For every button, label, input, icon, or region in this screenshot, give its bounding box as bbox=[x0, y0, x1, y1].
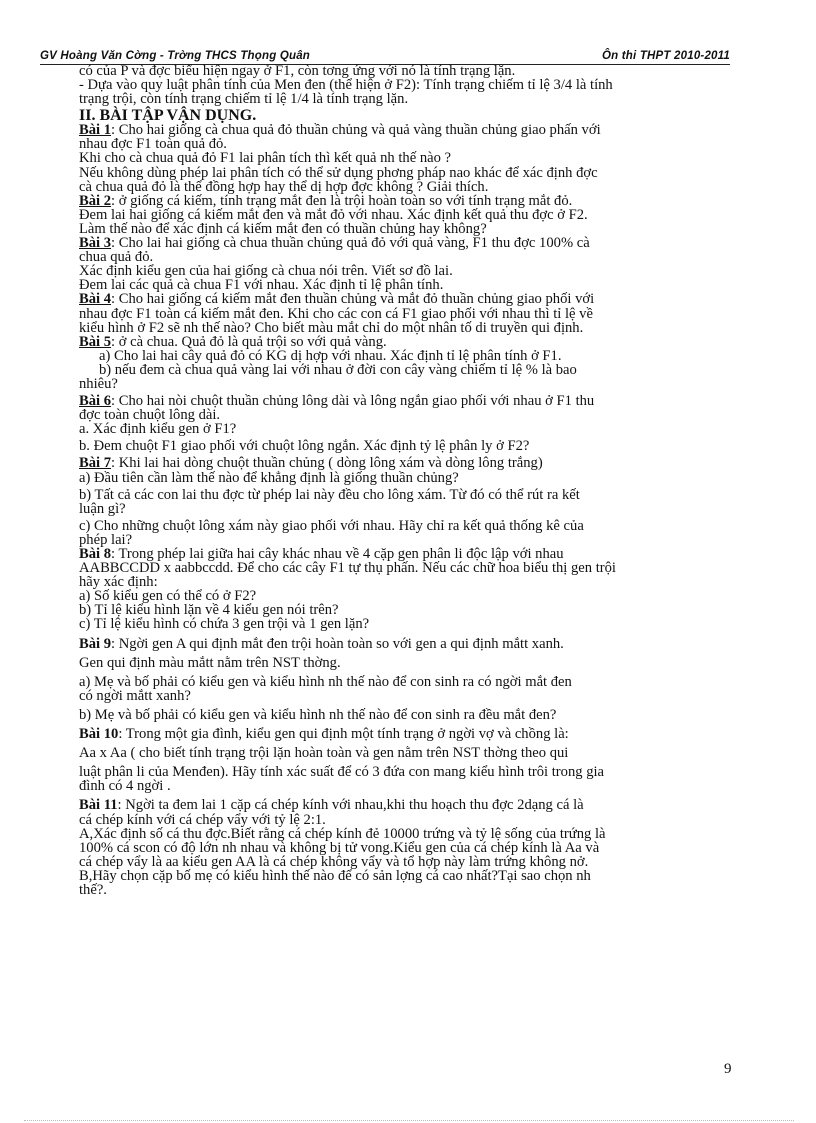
text-line bbox=[79, 519, 779, 533]
text-line bbox=[79, 321, 779, 335]
exercise-label: Bài 1 bbox=[79, 122, 112, 139]
exercise-label: Bài 4 bbox=[79, 291, 112, 308]
line-text: hãy xác định: bbox=[79, 574, 158, 591]
exercise-line bbox=[79, 123, 779, 137]
line-text: 100% cá scon có độ lớn nh nhau và không bị tử vong.Kiểu gen của cá chép kính là Aa và bbox=[79, 839, 600, 856]
line-text: nhiêu? bbox=[79, 375, 118, 392]
line-text: Đem lai hai giống cá kiếm mắt đen và mắt đỏ với nhau. Xác định kết quả thu đợc ở F2. bbox=[79, 206, 588, 223]
text-line bbox=[79, 377, 779, 391]
page-number: 9 bbox=[724, 1061, 732, 1077]
header-course: Ôn thi THPT 2010-2011 bbox=[602, 50, 730, 62]
line-text: a) Đầu tiên cần làm thế nào để khẳng định là giống thuần chủng? bbox=[79, 469, 459, 486]
header-author: GV Hoàng Văn Cờng - Trờng THCS Thọng Quân bbox=[40, 50, 311, 62]
line-text: Làm thế nào để xác định cá kiếm mắt đen có thuần chủng hay không? bbox=[79, 220, 487, 237]
line-text: Nếu không dùng phép lai phân tích có thể sử dụng phơng pháp nao khác để xác định đợc bbox=[79, 164, 598, 181]
line-text: có ngời mắtt xanh? bbox=[79, 687, 191, 704]
text-line bbox=[79, 180, 779, 194]
text-line bbox=[79, 471, 779, 485]
text-line bbox=[79, 603, 779, 617]
text-line bbox=[79, 363, 779, 377]
exercise-label: Bài 11 bbox=[79, 797, 118, 814]
line-text: : Cho hai giống cá kiếm mắt đen thuần chủng và mắt đỏ thuần chủng giao phối với bbox=[111, 291, 595, 308]
exercise-line bbox=[79, 335, 779, 349]
text-line bbox=[79, 855, 779, 869]
text-line bbox=[79, 137, 779, 151]
text-line bbox=[79, 408, 779, 422]
text-line bbox=[79, 208, 779, 222]
text-line bbox=[79, 617, 779, 631]
text-line bbox=[79, 561, 779, 575]
line-text: Gen qui định màu mắtt nằm trên NST thờng. bbox=[79, 654, 341, 671]
text-line bbox=[79, 765, 779, 779]
exercise-label: Bài 7 bbox=[79, 455, 112, 472]
text-line bbox=[79, 827, 779, 841]
text-line bbox=[79, 675, 779, 689]
text-line bbox=[79, 264, 779, 278]
exercise-line bbox=[79, 394, 779, 408]
line-text: chua quả đỏ. bbox=[79, 249, 154, 266]
exercise-line bbox=[79, 727, 779, 741]
line-text: Aa x Aa ( cho biết tính trạng trội lặn hoàn toàn và gen nằm trên NST thờng theo qui bbox=[79, 745, 569, 762]
line-text: kiểu hình ở F2 sẽ nh thế nào? Cho biết màu mắt chỉ do một nhân tố di truyền qui định. bbox=[79, 319, 584, 336]
exercise-label: Bài 5 bbox=[79, 333, 112, 350]
line-text: : Ngời ta đem lai 1 cặp cá chép kính với nhau,khi thu hoạch thu đợc 2dạng cá là bbox=[117, 797, 584, 814]
line-text: thế?. bbox=[79, 881, 107, 898]
line-text: : Cho hai nòi chuột thuần chủng lông dài và lông ngắn giao phối với nhau ở F1 thu bbox=[111, 393, 595, 410]
exercise-line bbox=[79, 637, 779, 651]
exercise-label: Bài 9 bbox=[79, 635, 112, 652]
exercise-label: Bài 3 bbox=[79, 235, 112, 252]
line-text: trạng trội, còn tính trạng chiếm tỉ lệ 1/4 là tính trạng lặn. bbox=[79, 91, 409, 108]
text-line bbox=[79, 151, 779, 165]
text-line bbox=[79, 708, 779, 722]
text-line bbox=[79, 813, 779, 827]
text-line bbox=[79, 869, 779, 883]
line-text: cá chép vẩy là aa kiểu gen AA là cá chép không vẩy và tổ hợp này làm trứng không nở. bbox=[79, 853, 589, 870]
line-text: b) Tỉ lệ kiểu hình lặn về 4 kiểu gen nói trên? bbox=[79, 602, 339, 619]
line-text: có của P và đợc biểu hiện ngay ở F1, còn tơng ứng với nó là tính trạng lặn. bbox=[79, 63, 516, 79]
line-text: Đem lai các quả cà chua F1 với nhau. Xác định tỉ lệ phân tính. bbox=[79, 277, 444, 294]
document-body bbox=[79, 64, 779, 897]
line-text: cá chép kính với cá chép vẩy với tỷ lệ 2:1. bbox=[79, 811, 326, 828]
line-text: đình có 4 ngời . bbox=[79, 778, 171, 795]
exercise-line bbox=[79, 798, 779, 812]
line-text: b. Đem chuột F1 giao phối với chuột lông ngắn. Xác định tỷ lệ phân ly ở F2? bbox=[79, 438, 530, 455]
text-line bbox=[79, 349, 779, 363]
line-text: a) Cho lai hai cây quả đỏ có KG dị hợp với nhau. Xác định tỉ lệ phân tính ở F1. bbox=[99, 347, 562, 364]
line-text: : ở giống cá kiếm, tính trạng mắt đen là trội hoàn toàn so với tính trạng mắt đỏ. bbox=[111, 192, 573, 209]
line-text: c) Cho những chuột lông xám này giao phối với nhau. Hãy chỉ ra kết quả thống kê của bbox=[79, 517, 584, 534]
text-line bbox=[79, 689, 779, 703]
line-text: luận gì? bbox=[79, 500, 126, 517]
text-line bbox=[79, 64, 779, 78]
exercise-line bbox=[79, 292, 779, 306]
exercise-line bbox=[79, 194, 779, 208]
text-line bbox=[79, 575, 779, 589]
line-text: cà chua quả đỏ là thể đồng hợp hay thể dị hợp đợc không ? Giải thích. bbox=[79, 178, 489, 195]
text-line bbox=[79, 166, 779, 180]
line-text: đợc toàn chuột lông dài. bbox=[79, 407, 221, 424]
exercise-label: Bài 2 bbox=[79, 192, 112, 209]
line-text: : Cho hai giống cà chua quả đỏ thuần chủng và quả vàng thuần chủng giao phấn với bbox=[111, 122, 601, 139]
line-text: : Khi lai hai dòng chuột thuần chủng ( dòng lông xám và dòng lông trắng) bbox=[111, 455, 543, 472]
line-text: II. BÀI TẬP VẬN DỤNG. bbox=[79, 107, 257, 125]
line-text: phép lai? bbox=[79, 531, 133, 548]
line-text: Xác định kiểu gen của hai giống cà chua nói trên. Viết sơ đồ lai. bbox=[79, 263, 453, 280]
line-text: : Trong một gia đình, kiểu gen qui định một tính trạng ở ngời vợ và chồng là: bbox=[118, 726, 569, 743]
line-text: nhau đợc F1 toàn quả đỏ. bbox=[79, 136, 227, 153]
text-line bbox=[79, 92, 779, 106]
text-line bbox=[79, 589, 779, 603]
line-text: A,Xác định số cá thu đợc.Biết rằng cá chép kính đẻ 10000 trứng và tỷ lệ sống của trứng là bbox=[79, 825, 606, 842]
line-text: a. Xác định kiểu gen ở F1? bbox=[79, 421, 237, 438]
text-line bbox=[79, 488, 779, 502]
exercise-label: Bài 10 bbox=[79, 726, 119, 743]
text-line bbox=[79, 222, 779, 236]
text-line bbox=[79, 502, 779, 516]
text-line bbox=[79, 307, 779, 321]
text-line bbox=[79, 439, 779, 453]
exercise-line bbox=[79, 236, 779, 250]
line-text: B,Hãy chọn cặp bố mẹ có kiểu hình thế nào để có sản lợng cá cao nhất?Tại sao chọn nh bbox=[79, 867, 591, 884]
text-line bbox=[79, 779, 779, 793]
line-text: nhau đợc F1 toàn cá kiếm mắt đen. Khi cho các con cá F1 giao phối với nhau thì tỉ lệ về bbox=[79, 305, 593, 322]
exercise-label: Bài 8 bbox=[79, 546, 112, 562]
line-text: Khi cho cà chua quả đỏ F1 lai phân tích thì kết quả nh thế nào ? bbox=[79, 150, 452, 167]
exercise-line bbox=[79, 547, 779, 561]
text-line bbox=[79, 746, 779, 760]
page-bottom-divider bbox=[24, 1120, 794, 1121]
line-text: b) Mẹ và bố phải có kiểu gen và kiểu hình nh thế nào để con sinh ra đều mắt đen? bbox=[79, 706, 557, 723]
text-line bbox=[79, 278, 779, 292]
exercise-line bbox=[79, 456, 779, 470]
line-text: b) nếu đem cà chua quả vàng lai với nhau ở đời con cây vàng chiếm tỉ lệ % là bao bbox=[99, 361, 577, 378]
text-line bbox=[79, 533, 779, 547]
line-text: a) Số kiểu gen có thể có ở F2? bbox=[79, 588, 257, 605]
text-line bbox=[79, 422, 779, 436]
section-heading bbox=[79, 108, 779, 123]
line-text: a) Mẹ và bố phải có kiểu gen và kiểu hình nh thế nào để con sinh ra có ngời mắt đen bbox=[79, 673, 572, 690]
text-line bbox=[79, 883, 779, 897]
text-line bbox=[79, 656, 779, 670]
line-text: : ở cà chua. Quả đỏ là quả trội so với quả vàng. bbox=[111, 333, 387, 350]
text-line bbox=[79, 250, 779, 264]
line-text: luật phân li của Menđen). Hãy tính xác suất để có 3 đứa con mang kiểu hình trôi trong gia bbox=[79, 764, 605, 781]
exercise-label: Bài 6 bbox=[79, 393, 112, 410]
line-text: : Trong phép lai giữa hai cây khác nhau về 4 cặp gen phân li độc lập với nhau bbox=[111, 546, 564, 562]
line-text: : Ngời gen A qui định mắt đen trội hoàn toàn so với gen a qui định mắtt xanh. bbox=[111, 635, 564, 652]
text-line bbox=[79, 78, 779, 92]
line-text: c) Tỉ lệ kiểu hình có chứa 3 gen trội và 1 gen lặn? bbox=[79, 616, 370, 633]
text-line bbox=[79, 841, 779, 855]
line-text: - Dựa vào quy luật phân tính của Men đen (thể hiện ở F2): Tính trạng chiếm tỉ lệ 3/4 là tính bbox=[79, 77, 613, 94]
line-text: b) Tất cả các con lai thu đợc từ phép lai này đều cho lông xám. Từ đó có thể rút ra kết bbox=[79, 486, 580, 503]
line-text: AABBCCDD x aabbccdd. Để cho các cây F1 tự thụ phấn. Nếu các chữ hoa biểu thị gen trội bbox=[79, 560, 616, 577]
line-text: : Cho lai hai giống cà chua thuần chủng quả đỏ với quả vàng, F1 thu đợc 100% cà bbox=[111, 235, 590, 252]
